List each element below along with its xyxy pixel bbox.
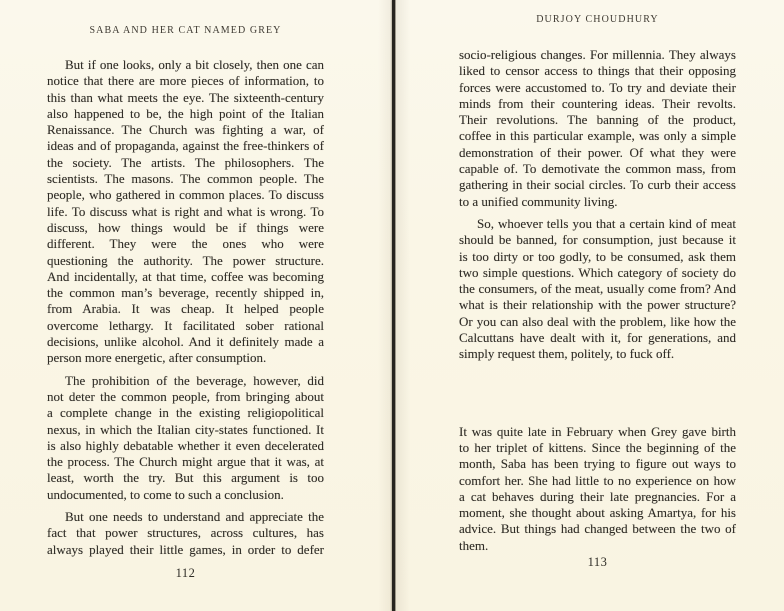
left-page-number: 112 xyxy=(175,566,196,580)
right-page-body xyxy=(459,47,736,554)
paragraph xyxy=(47,57,324,367)
text-line: least, worth the try. But this argument is too xyxy=(47,470,324,486)
text-line: them. xyxy=(459,537,489,553)
text-line: also happened to be, the high point of the Italian xyxy=(47,105,324,121)
text-line: to her triplet of kittens. Since the beginning of the xyxy=(459,439,736,455)
text-line: nexus, in which the Italian city-states functioned. It xyxy=(47,421,324,437)
text-line: fact that power structures, across cultures, has xyxy=(47,525,324,541)
text-line: It was quite late in February when Grey gave birth xyxy=(459,423,736,439)
text-line: Renaissance. The Church was fighting a war, of xyxy=(47,122,324,138)
text-line: month, Saba has been trying to figure out ways to xyxy=(459,456,736,472)
text-line: not deter the common people, from bringing about xyxy=(47,388,324,404)
text-line: Or you can also deal with the problem, like how the xyxy=(459,313,736,329)
text-line: should be banned, for consumption, just because it xyxy=(459,232,736,248)
text-line: capable of. To demotivate the common mass, from xyxy=(459,161,736,177)
text-line: the society. The artists. The philosophers. The xyxy=(47,154,324,170)
paragraph xyxy=(459,47,736,210)
right-page xyxy=(404,0,784,611)
text-line: But one needs to understand and appreciate the xyxy=(65,509,324,525)
text-line: undocumented, to come to such a conclusion. xyxy=(47,486,284,502)
text-line: notice that there are more pieces of information, to xyxy=(47,73,324,89)
text-line: life. To discuss what is right and what is wrong. To xyxy=(47,203,324,219)
left-page-body xyxy=(47,57,324,558)
text-line: what is their relationship with the power structure? xyxy=(459,297,736,313)
text-line: minds from their countering ideas. Their revolts. xyxy=(459,95,736,111)
text-line: demonstration of their power. Of what they were xyxy=(459,144,736,160)
text-line: always played their little games, in order to defer xyxy=(47,541,324,557)
text-line: the consumers, of the meat, usually come from? And xyxy=(459,281,736,297)
text-line: two simple questions. Which category of society do xyxy=(459,264,736,280)
paragraph xyxy=(459,424,736,554)
text-line: The prohibition of the beverage, however, did xyxy=(65,372,324,388)
gutter-line xyxy=(392,0,395,611)
paragraph xyxy=(47,509,324,558)
text-line: overcome lethargy. It facilitated sober rational xyxy=(47,317,324,333)
text-line: forces were accustomed to. To try and deviate their xyxy=(459,79,736,95)
text-line: gathering in their social circles. To curb their access xyxy=(459,177,736,193)
text-line: socio-religious changes. For millennia. They always xyxy=(459,47,736,62)
text-line: from Arabia. It was cheap. It helped people xyxy=(47,301,324,317)
text-line: decisions, unlike alcohol. And it definitely made a xyxy=(47,334,324,350)
text-line: person more energetic, after consumption. xyxy=(47,350,267,366)
text-line: the process. The Church might argue that it was, at xyxy=(47,454,324,470)
text-line: is also highly debatable whether it even decelerated xyxy=(47,437,324,453)
text-line: the common man’s beverage, recently shipped in, xyxy=(47,285,324,301)
right-page-number: 113 xyxy=(587,555,608,569)
left-page xyxy=(0,0,384,611)
text-line: advice. But things had changed between the two of xyxy=(459,521,736,537)
text-line: moment, she thought about asking Amartya, for his xyxy=(459,505,736,521)
text-line: discuss, how things would be if things were xyxy=(47,219,324,235)
text-line: people, who gathered in common places. To discuss xyxy=(47,187,324,203)
text-line: scientists. The masons. The common people. The xyxy=(47,171,324,187)
text-line: simply request them, politely, to fuck off. xyxy=(459,346,675,362)
paragraph xyxy=(459,216,736,363)
paragraph xyxy=(47,373,324,503)
left-running-header: SABA AND HER CAT NAMED GREY xyxy=(89,25,282,36)
text-line: Their revolutions. The banning of the product, xyxy=(459,112,736,128)
text-line: liked to censor access to things that their opposing xyxy=(459,63,736,79)
text-line: to a unified community living. xyxy=(459,193,618,209)
text-line: ideas and of propaganda, against the free-thinkers of xyxy=(47,138,324,154)
text-line: is too dirty or too godly, to be consumed, ask them xyxy=(459,248,736,264)
text-line: Calcuttans have dealt with it, for generations, and xyxy=(459,330,736,346)
text-line: And incidentally, at that time, coffee was becoming xyxy=(47,268,324,284)
text-line: a cat behaves during their late pregnancies. For a xyxy=(459,488,736,504)
text-line: different. They were the ones who were xyxy=(47,236,324,252)
text-line: comfort her. She had little to no experience on how xyxy=(459,472,736,488)
text-line: this than what meets the eye. The sixteenth-century xyxy=(47,89,324,105)
text-line: questioning the authority. The power structure. xyxy=(47,252,324,268)
text-line: But if one looks, only a bit closely, then one can xyxy=(65,57,324,72)
text-line: a complete change in the existing religiopolitical xyxy=(47,405,324,421)
text-line: coffee in this particular example, was only a simple xyxy=(459,128,736,144)
text-line: So, whoever tells you that a certain kind of meat xyxy=(477,215,736,231)
right-running-header: DURJOY CHOUDHURY xyxy=(536,14,659,25)
